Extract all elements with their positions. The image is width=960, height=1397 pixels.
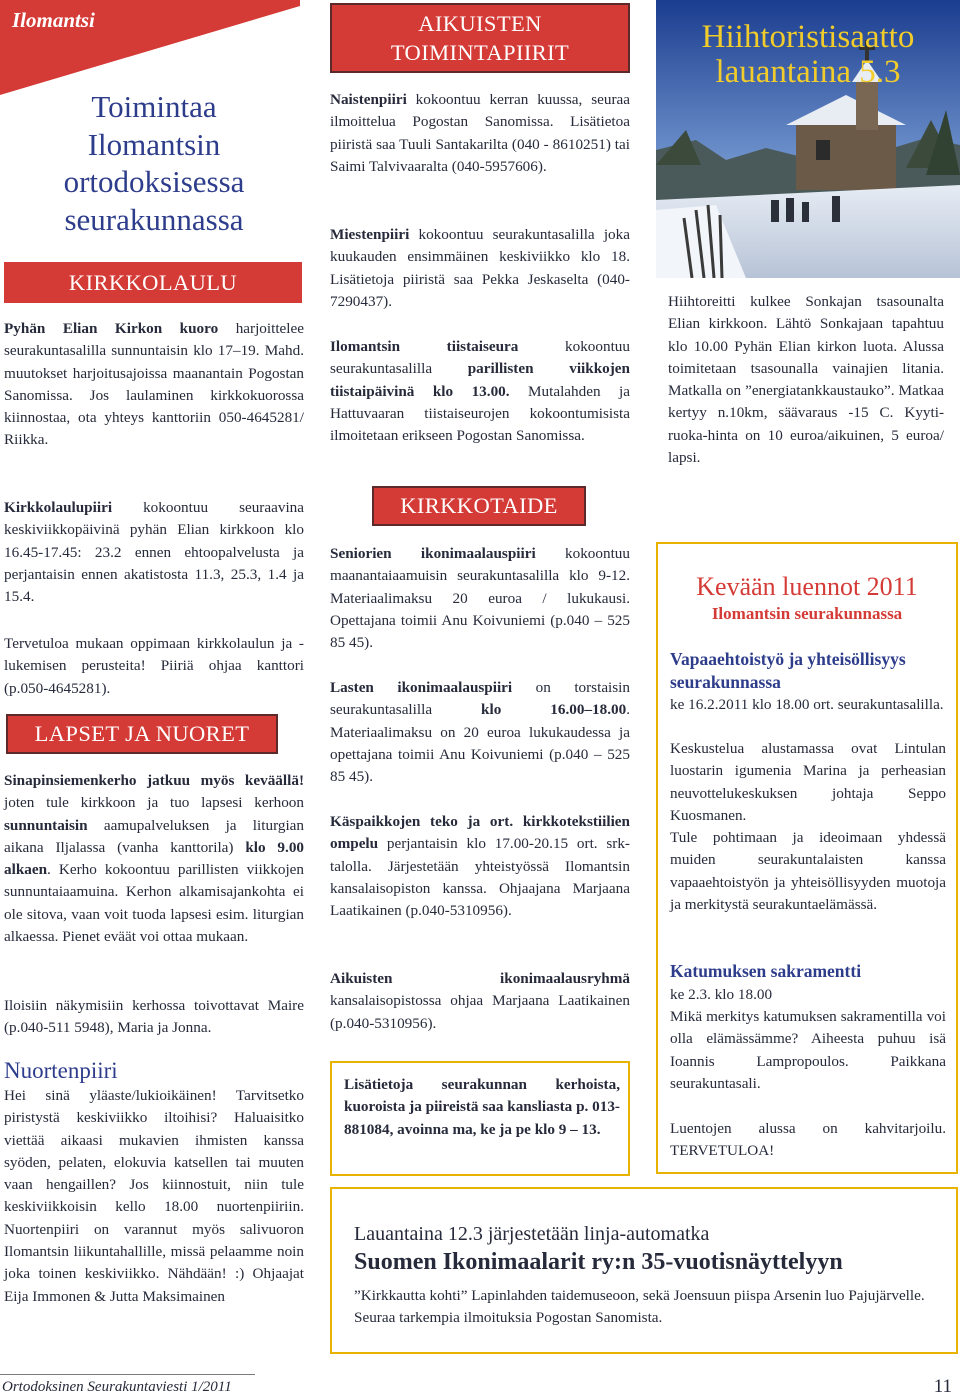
- hiihto-paragraph: Hiihtoreitti kulkee Sonkajan tsasounalta Elian kirkkoon. Lähtö Sonkajaan tapahtuu klo 10.00 Pyhän Elian kirkon luota. Alussa toimitetaan tsasounalla vainajien litania. Matkalla on ”energiatankkaustauko”. Matkaa kertyy n.10km, säävaraus -15 C. Kyyti-ruoka-hinta on 10 euroa/aikuinen, 5 euroa/ lapsi.: [668, 293, 944, 467]
- kerho-text-d: klo 9.00 alkaen: [4, 838, 305, 879]
- title-line-3: ortodoksisessa: [63, 164, 245, 199]
- tiistaiseura-paragraph: [330, 336, 630, 447]
- title-line-4: seurakunnassa: [64, 201, 244, 237]
- corner-label: Ilomantsi: [12, 8, 95, 32]
- tiistaiseura-text-c: Mutalahden ja Hattuvaaran tiistaiseurojen kokoontumisista ilmoitetaan erikseen Pogostan Sanomissa.: [330, 382, 630, 445]
- page-number: 11: [933, 1376, 952, 1397]
- hiihto-title-line-2: lauantaina 5.3: [715, 54, 901, 90]
- kirkkolaulu-paragraph-3: Tervetuloa mukaan oppimaan kirkkolaulun ja -lukemisen perusteita! Piiriä ohjaa kanttori (p.050-4645281).: [4, 635, 304, 697]
- naistenpiiri-paragraph: [330, 89, 630, 178]
- luento-2-paragraph-2: Luentojen alussa on kahvitarjoilu. TERVETULOA!: [670, 1120, 946, 1160]
- aikuisten-ikoni-text: kansalaisopistossa ohjaa Marjaana Laatikainen (p.040-5310956).: [330, 992, 630, 1032]
- kerho-text-c: aamupalveluksen ja liturgian aikana Iljalassa (vanha kanttorila): [4, 816, 304, 856]
- laulupiiri-name: Kirkkolaulupiiri: [4, 499, 113, 516]
- lasten-ikoni-paragraph: [330, 677, 630, 788]
- lapset-paragraph-2: Iloisiin näkymisiin kerhossa toivottavat Maire (p.040-511 5948), Maria ja Jonna.: [4, 997, 304, 1037]
- luento-1-paragraph-2: Tule pohtimaan ja ideoimaan yhdessä muiden seurakuntalaisten kanssa vapaaehtoistyön ja yhteisöllisyyden muotoja ja merkitystä seurakuntaelämässä.: [670, 829, 946, 913]
- kaspaikka-paragraph: [330, 811, 630, 922]
- luento-2-date: ke 2.3. klo 18.00: [670, 986, 773, 1003]
- aikuisten-heading-line-2: TOIMINTAPIIRIT: [390, 40, 570, 65]
- footer-publication: Ortodoksinen Seurakuntaviesti 1/2011: [2, 1379, 232, 1395]
- kerho-text-e: . Kerho kokoontuu parillisten viikkojen sunnuntaiaamuina. Kerhon alkamisajankohta ei ole sitova, vaan voit tuoda lapsesi esim. liturgian alkaessa. Pienet eväät voi ottaa mukaan.: [4, 861, 304, 946]
- naistenpiiri-text: kokoontuu kerran kuussa, seuraa ilmoittelua Pogostan Sanomissa. Lisätietoa piiristä saa Tuuli Santakarilta (040 - 8610251) tai Saimi Talvivaaralta (040-5957606).: [330, 91, 630, 175]
- lasten-ikoni-text-a: on torstaisin seurakuntasalilla: [330, 679, 630, 719]
- luento-1-paragraph-1: Keskustelua alustamassa ovat Lintulan luostarin igumenia Marina ja perheasian neuvottelukeskuksen johtaja Seppo Kuosmanen.: [670, 740, 946, 824]
- matka-line-1: Lauantaina 12.3 järjestetään linja-automatka: [354, 1223, 710, 1245]
- kaspaikka-text: perjantaisin klo 17.00-20.15 ort. srk-talolla. Järjestetään yhteistyössä Ilomantsin kansalaisopiston kanssa. Ohjaajana Marjaana Laatikainen (p.040-5310956).: [330, 835, 630, 920]
- kerho-lead: Sinapinsiemenkerho jatkuu myös keväällä!: [4, 772, 304, 789]
- page-title: [30, 88, 278, 238]
- seniorit-paragraph: [330, 543, 630, 654]
- ikonimaalarit-box: [330, 1187, 958, 1354]
- lasten-ikoni-name: Lasten ikonimaalauspiiri: [330, 679, 513, 696]
- hiihto-title-line-1: Hiihtoristisaatto: [701, 19, 915, 55]
- kuoro-name: Pyhän Elian Kirkon kuoro: [4, 320, 219, 337]
- kuoro-text: harjoittelee seurakuntasalilla sunnuntaisin klo 17–19. Mahd. muutokset harjoitusajoissa maanantain Pogostan Sanomissa. Jos laulaminen kirkkokuorossa kiinnostaa, ota yhteys kanttoriin 050-4645281/ Riikka.: [4, 320, 305, 449]
- miestenpiiri-paragraph: [330, 224, 630, 313]
- kerho-text-a: joten tule kirkkoon ja tuo lapsesi kerhoon: [4, 794, 304, 812]
- luento-1-heading: Vapaaehtoistyö ja yhteisöllisyys seurakunnassa: [670, 649, 906, 692]
- aikuisten-heading: [330, 3, 630, 73]
- kirkkolaulu-paragraph-1: [4, 318, 304, 452]
- lisatietoja-text: Lisätietoja seurakunnan kerhoista, kuoroista ja piireistä saa kansliasta p. 013- 881084, avoinna ma, ke ja pe klo 9 – 13.: [344, 1076, 620, 1138]
- lasten-ikoni-text-b: klo 16.00–18.00: [481, 701, 627, 719]
- luennot-subtitle: Ilomantsin seurakunnassa: [711, 604, 903, 623]
- luennot-box: [656, 542, 958, 1174]
- winter-church-photo: [656, 0, 960, 278]
- aikuisten-ikoni-name: Aikuisten ikonimaalausryhmä: [330, 970, 630, 987]
- luento-2-heading: Katumuksen sakramentti: [670, 961, 862, 981]
- seniorit-name: Seniorien ikonimaalauspiiri: [330, 545, 536, 562]
- kaspaikka-name: Käspaikkojen teko ja ort. kirkkotekstiilien ompelu: [330, 813, 630, 853]
- footer-divider: [0, 1374, 255, 1375]
- kirkkolaulu-heading: KIRKKOLAULU: [4, 262, 302, 303]
- miestenpiiri-text: kokoontuu seurakuntasalilla joka kuukauden ensimmäinen keskiviikko klo 18. Lisätietoja piiristä saa Pekka Jeskaselta (040-7290437).: [330, 226, 630, 310]
- kirkkotaide-heading: KIRKKOTAIDE: [372, 486, 586, 526]
- hiihto-title: [656, 20, 960, 90]
- tiistaiseura-text-a: kokoontuu seurakuntasalilla: [330, 338, 630, 378]
- tiistaiseura-name: Ilomantsin tiistaiseura: [330, 338, 519, 355]
- lapset-paragraph-1: [4, 770, 304, 948]
- title-line-1: Toimintaa: [91, 89, 217, 124]
- aikuisten-ikoni-paragraph: [330, 968, 630, 1035]
- matka-paragraph: ”Kirkkautta kohti” Lapinlahden taidemuseoon, sekä Joensuun piispa Arsenin luo Pajujärvelle. Seuraa tarkempia ilmoituksia Pogostan Sanomista.: [354, 1287, 925, 1327]
- luennot-title: Kevään luennot 2011: [696, 572, 918, 601]
- kirkkolaulu-paragraph-2: [4, 497, 304, 608]
- corner-tag: [0, 0, 300, 95]
- nuorten-paragraph: Hei sinä yläaste/lukioikäinen! Tarvitsetko piristystä keskiviikko iltoihisi? Haluaisitko viettää aikaasi mukavien ihmisten kanssa syöden, pelaten, elokuvia katsellen tai muuten vaan hengaillen? Jos kiinnostuit, niin tule keskiviikkoisin kello 18.00 nuortenpiiriin. Nuortenpiiri on varannut myös salivuoron Ilomantsin liikuntahallille, missä pelaamme noin joka toinen keskiviikko. Nähdään! :) Ohjaajat Eija Immonen & Jutta Maksimainen: [4, 1087, 304, 1305]
- nuorten-heading: Nuortenpiiri: [4, 1058, 118, 1083]
- tiistaiseura-text-b: parillisten viikkojen tiistaipäivinä klo 13.00.: [330, 360, 630, 400]
- seniorit-text: kokoontuu maanantaiaamuisin seurakuntasalilla klo 9-12. Materiaalimaksu 20 euroa / lukukausi. Opettajana toimii Anu Koivuniemi (p.040 – 525 85 45).: [330, 545, 630, 652]
- luento-2-paragraph-1: Mikä merkitys katumuksen sakramentilla voi olla elämässämme? Aiheesta puhuu isä Ioannis Lampropoulos. Paikkana seurakuntasali.: [670, 1008, 946, 1092]
- lasten-ikoni-text-c: . Materiaalimaksu on 20 euroa lukukaudessa ja opettajana toimii Anu Koivuniemi (p.040 – 525 85 45).: [330, 701, 630, 786]
- lapset-heading: LAPSET JA NUORET: [6, 714, 278, 754]
- title-line-2: Ilomantsin: [87, 126, 221, 162]
- miestenpiiri-name: Miestenpiiri: [330, 226, 410, 243]
- matka-line-2: Suomen Ikonimaalarit ry:n 35-vuotisnäyttelyyn: [354, 1249, 843, 1275]
- lisatietoja-box: [330, 1061, 630, 1176]
- laulupiiri-text: kokoontuu seuraavina keskiviikkopäivinä pyhän Elian kirkkoon klo 16.45-17.45: 23.2 ennen ehtoopalvelusta ja perjantaisin ennen akatistosta 11.3, 25.3, 1.4 ja 15.4.: [4, 499, 304, 606]
- kerho-text-b: sunnuntaisin: [4, 816, 88, 834]
- aikuisten-heading-line-1: AIKUISTEN: [418, 11, 542, 36]
- luento-1-date: ke 16.2.2011 klo 18.00 ort. seurakuntasalilla.: [670, 696, 944, 713]
- naistenpiiri-name: Naistenpiiri: [330, 91, 407, 108]
